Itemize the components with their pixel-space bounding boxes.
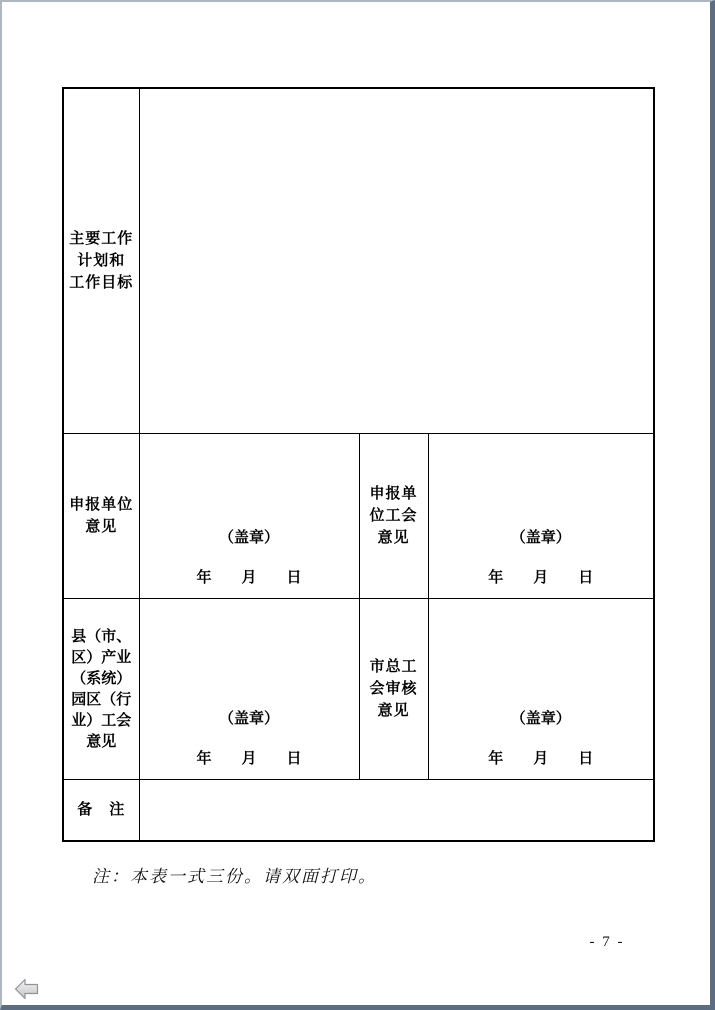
city-union-label-cell	[359, 598, 428, 779]
county-union-label-cell	[63, 598, 139, 779]
work-plan-label-line: 主要工作	[69, 229, 134, 247]
remarks-content-cell	[139, 779, 654, 841]
county-union-label-line: 县（市、	[71, 627, 132, 645]
city-union-label-line: 会审核	[369, 679, 418, 697]
date-label: 年 月 日	[196, 749, 302, 767]
table-row-remarks	[63, 779, 654, 841]
county-union-label-line: 业）工会	[71, 711, 132, 729]
county-union-label-line: 园区（行	[71, 690, 132, 708]
work-plan-label-line: 计划和	[77, 251, 126, 269]
seal-label: （盖章）	[218, 528, 279, 546]
city-union-stamp-cell	[428, 598, 654, 779]
date-label: 年 月 日	[488, 749, 594, 767]
county-union-stamp-cell	[139, 598, 359, 779]
seal-label: （盖章）	[218, 709, 279, 727]
declare-unit-union-label-line: 意见	[377, 528, 410, 546]
remarks-label: 备 注	[77, 800, 126, 818]
work-plan-label-cell	[63, 88, 139, 433]
county-union-label-line: 区）产业	[71, 648, 132, 666]
remarks-label-cell	[63, 779, 139, 841]
declare-unit-union-label-line: 位工会	[369, 506, 418, 524]
county-union-label-line: 意见	[86, 732, 117, 750]
declare-unit-label-line: 申报单位	[69, 495, 134, 513]
declare-unit-union-stamp-cell	[428, 433, 654, 598]
declare-unit-union-label-cell	[359, 433, 428, 598]
table-row-county-union	[63, 598, 654, 779]
city-union-label-line: 意见	[377, 701, 410, 719]
page-number: - 7 -	[589, 934, 625, 950]
county-union-label-line: （系统）	[71, 669, 132, 687]
back-arrow-icon[interactable]	[14, 977, 40, 1001]
table-row-declare-unit	[63, 433, 654, 598]
declare-unit-union-label-line: 申报单	[369, 484, 418, 502]
declare-unit-label-cell	[63, 433, 139, 598]
seal-label: （盖章）	[510, 528, 571, 546]
declare-unit-label-line: 意见	[85, 517, 118, 535]
seal-label: （盖章）	[510, 709, 571, 727]
work-plan-content-cell	[139, 88, 654, 433]
footnote: 注：本表一式三份。请双面打印。	[92, 867, 377, 886]
work-plan-label-line: 工作目标	[69, 273, 134, 291]
date-label: 年 月 日	[196, 568, 302, 586]
city-union-label-line: 市总工	[369, 657, 418, 675]
table-row-work-plan	[63, 88, 654, 433]
form-table	[62, 87, 655, 842]
date-label: 年 月 日	[488, 568, 594, 586]
declare-unit-stamp-cell	[139, 433, 359, 598]
